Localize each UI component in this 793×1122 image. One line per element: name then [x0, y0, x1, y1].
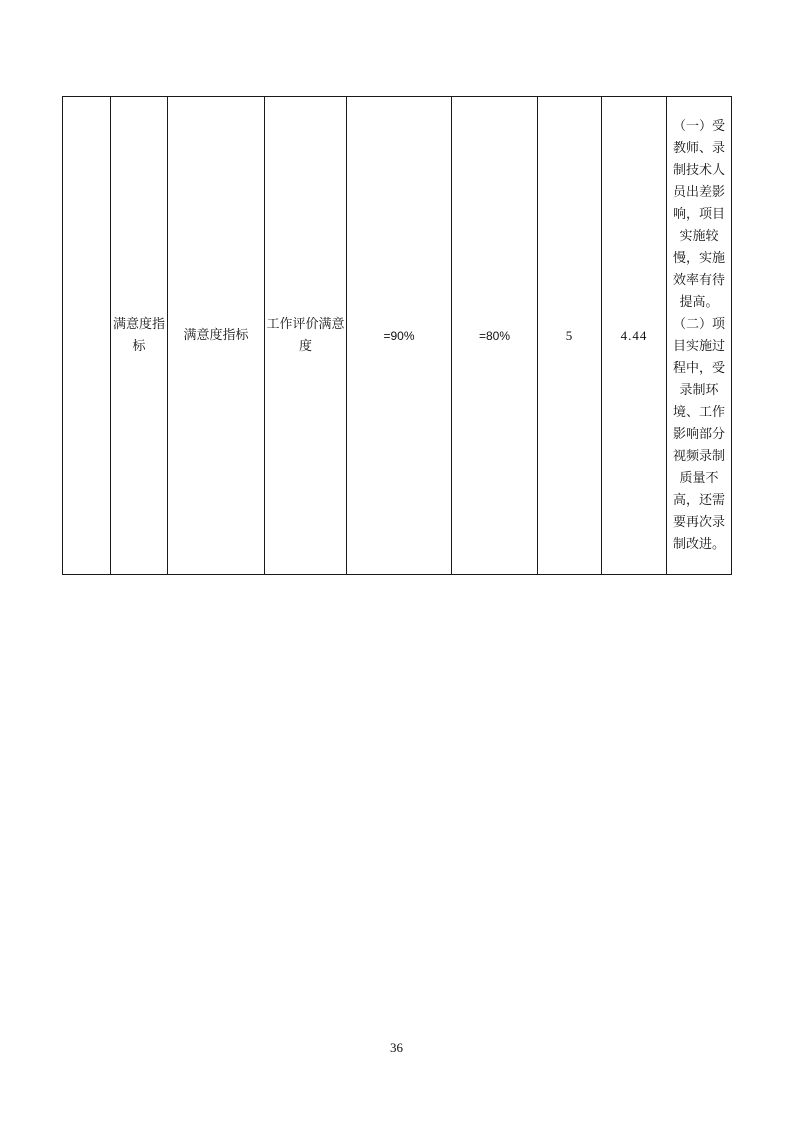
performance-indicator-table	[62, 96, 732, 575]
remark-cell	[667, 97, 732, 575]
page-number: 36	[390, 1040, 403, 1055]
annual-target-cell: =90%	[347, 97, 452, 575]
level3-indicator-cell: 满意度指标	[168, 97, 265, 575]
actual-value-cell: =80%	[452, 97, 538, 575]
actual-score-cell: 4.44	[602, 97, 667, 575]
remark-text: （一）受教师、录制技术人员出差影响，项目实施较慢，实施效率有待提高。（二）项目实施过程中，受录制环境、工作影响部分视频录制质量不高，还需要再次录制改进。	[672, 118, 725, 552]
weight-score-cell: 5	[538, 97, 602, 575]
indicator-name-cell: 工作评价满意度	[265, 97, 347, 575]
level2-indicator-cell: 满意度指标	[111, 97, 168, 575]
level1-indicator-cell	[63, 97, 111, 575]
table-row	[63, 97, 732, 575]
